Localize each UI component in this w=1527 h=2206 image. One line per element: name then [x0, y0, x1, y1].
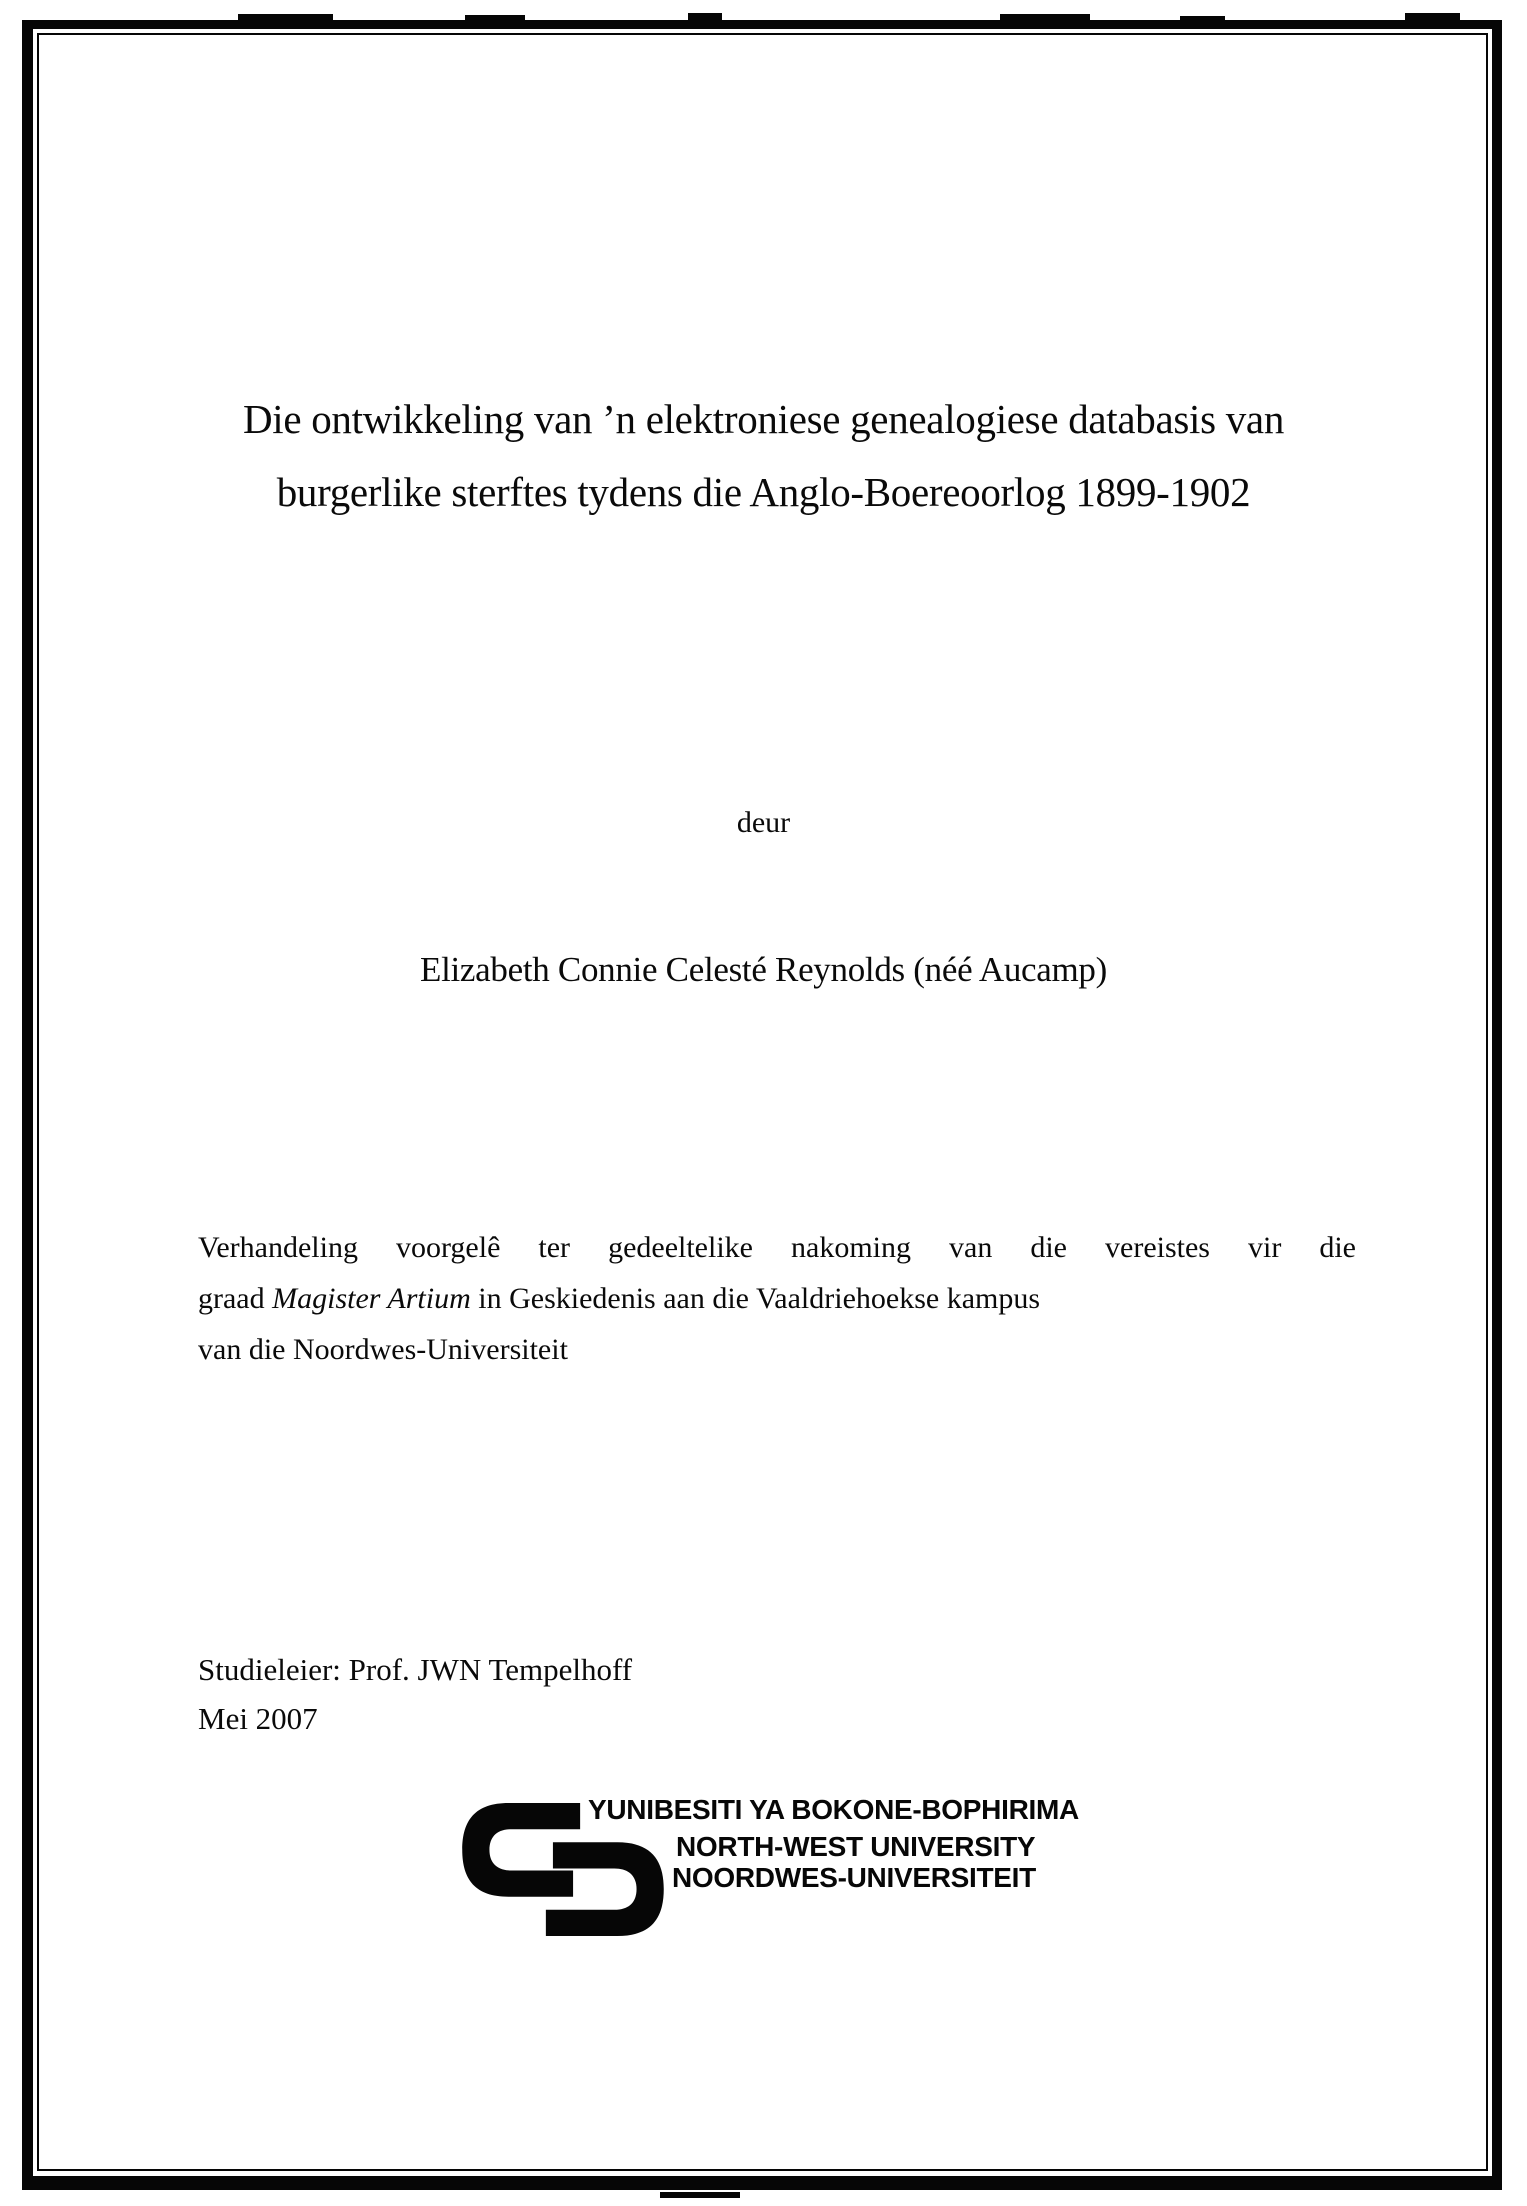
supervisor-block — [198, 1645, 632, 1743]
supervisor-line: Studieleier: Prof. JWN Tempelhoff — [198, 1652, 633, 1687]
date-line: Mei 2007 — [198, 1701, 318, 1736]
description-line2 — [198, 1273, 1356, 1324]
thesis-description — [198, 1222, 1356, 1375]
degree-name: Magister Artium — [272, 1282, 471, 1315]
thesis-title-line1: Die ontwikkeling van ’n elektroniese genealogiese databasis van — [242, 396, 1285, 442]
description-line2-pre: graad — [198, 1282, 273, 1315]
logo-text-afrikaans: NOORDWES-UNIVERSITEIT — [672, 1862, 1036, 1893]
logo-text-setswana: YUNIBESITI YA BOKONE-BOPHIRIMA — [588, 1794, 1079, 1825]
description-line2-post: in Geskiedenis aan die Vaaldriehoekse kampus — [470, 1282, 1041, 1315]
thesis-title-line2: burgerlike sterftes tydens die Anglo-Boereoorlog 1899-1902 — [276, 469, 1251, 515]
thesis-title — [0, 383, 1527, 529]
logo-text-english: NORTH-WEST UNIVERSITY — [676, 1831, 1036, 1862]
author-name: Elizabeth Connie Celesté Reynolds (néé Aucamp) — [420, 950, 1107, 989]
description-line1: Verhandeling voorgelê ter gedeeltelike nakoming van die vereistes vir die — [198, 1231, 1356, 1264]
byline: deur — [736, 806, 791, 839]
university-logo — [450, 1793, 1130, 1973]
description-line3: van die Noordwes-Universiteit — [198, 1333, 568, 1366]
